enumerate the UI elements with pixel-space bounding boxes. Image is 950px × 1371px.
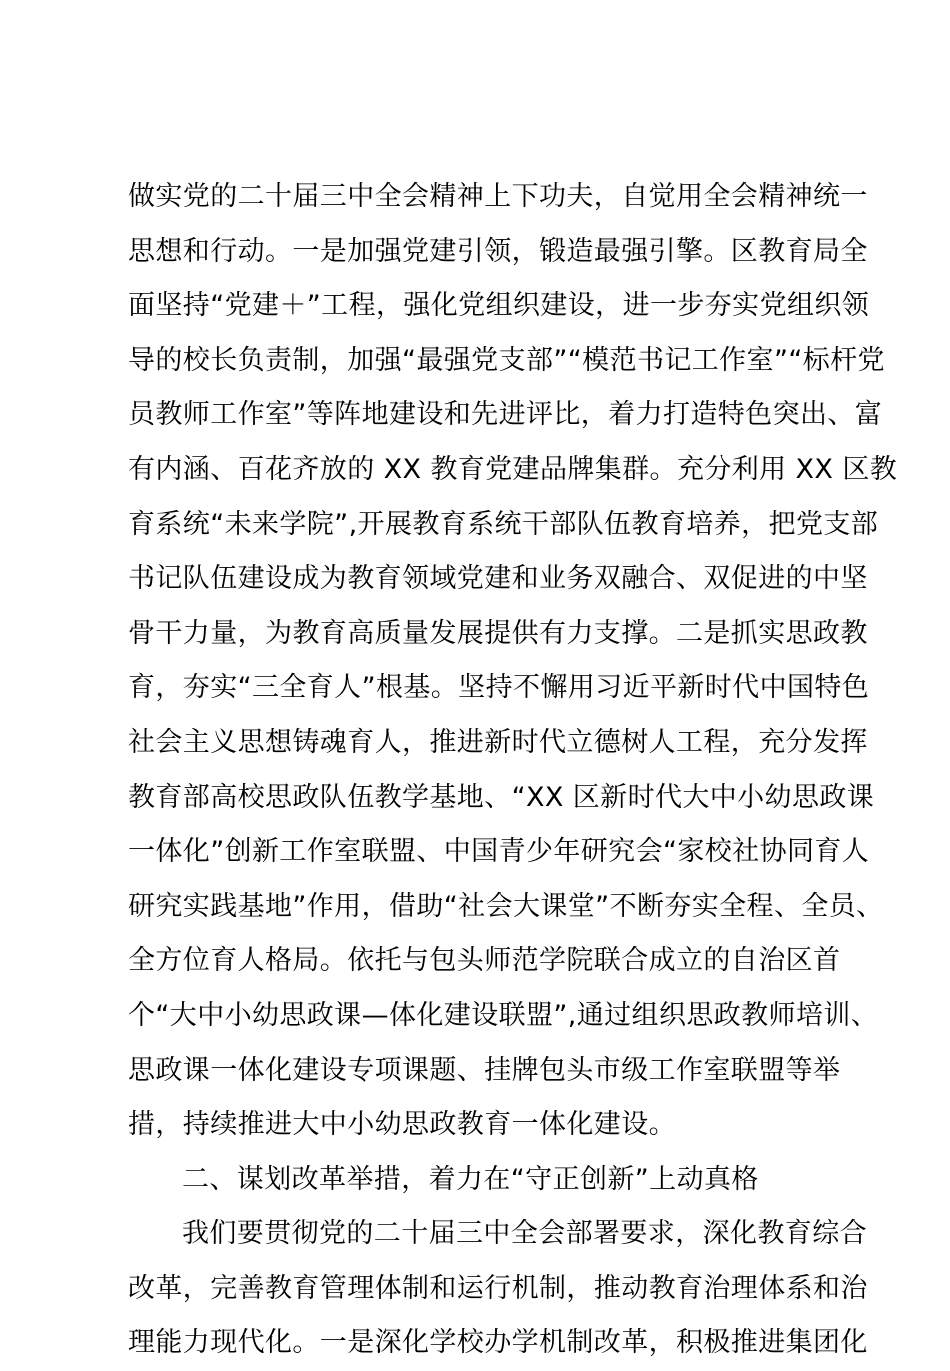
document-body bbox=[128, 170, 898, 1371]
text-line: 思想和行动。一是加强党建引领，锻造最强引擎。区教育局全 bbox=[128, 235, 868, 267]
section-heading: 二、谋划改革举措，着力在“守正创新”上动真格 bbox=[182, 1163, 759, 1195]
text-line: 育系统“未来学院”,开展教育系统干部队伍教育培养，把党支部 bbox=[128, 508, 879, 540]
paragraph-1 bbox=[128, 170, 898, 1153]
text-line: 措，持续推进大中小幼思政教育一体化建设。 bbox=[128, 1109, 676, 1141]
text-line: 一体化”创新工作室联盟、中国青少年研究会“家校社协同育人 bbox=[128, 836, 870, 868]
text-line: 书记队伍建设成为教育领域党建和业务双融合、双促进的中坚 bbox=[128, 563, 868, 595]
text-line: 改革，完善教育管理体制和运行机制，推动教育治理体系和治 bbox=[128, 1272, 868, 1304]
text-line: 思政课一体化建设专项课题、挂牌包头市级工作室联盟等举 bbox=[128, 1054, 841, 1086]
text-line: 有内涵、百花齐放的 XX 教育党建品牌集群。充分利用 XX 区教 bbox=[128, 453, 898, 485]
text-line: 我们要贯彻党的二十届三中全会部署要求，深化教育综合 bbox=[182, 1218, 867, 1250]
text-line: 做实党的二十届三中全会精神上下功夫，自觉用全会精神统一 bbox=[128, 181, 868, 212]
paragraph-2 bbox=[128, 1207, 868, 1371]
text-line: 个“大中小幼思政课—体化建设联盟”,通过组织思政教师培训、 bbox=[128, 999, 879, 1031]
text-line: 骨干力量，为教育高质量发展提供有力支撑。二是抓实思政教 bbox=[128, 617, 868, 649]
text-line: 导的校长负责制，加强“最强党支部”“模范书记工作室”“标杆党 bbox=[128, 344, 885, 376]
text-line: 教育部高校思政队伍教学基地、“XX 区新时代大中小幼思政课 bbox=[128, 781, 875, 813]
text-line: 员教师工作室”等阵地建设和先进评比，着力打造特色突出、富 bbox=[128, 399, 883, 431]
text-line: 理能力现代化。一是深化学校办学机制改革，积极推进集团化 bbox=[128, 1327, 868, 1359]
text-line: 育，夯实“三全育人”根基。坚持不懈用习近平新时代中国特色 bbox=[128, 672, 870, 704]
text-line: 研究实践基地”作用，借助“社会大课堂”不断夯实全程、全员、 bbox=[128, 890, 884, 922]
text-line: 全方位育人格局。依托与包头师范学院联合成立的自治区首 bbox=[128, 945, 841, 977]
text-line: 社会主义思想铸魂育人，推进新时代立德树人工程，充分发挥 bbox=[128, 726, 868, 758]
text-line: 面坚持“党建＋”工程，强化党组织建设，进一步夯实党组织领 bbox=[128, 290, 870, 322]
